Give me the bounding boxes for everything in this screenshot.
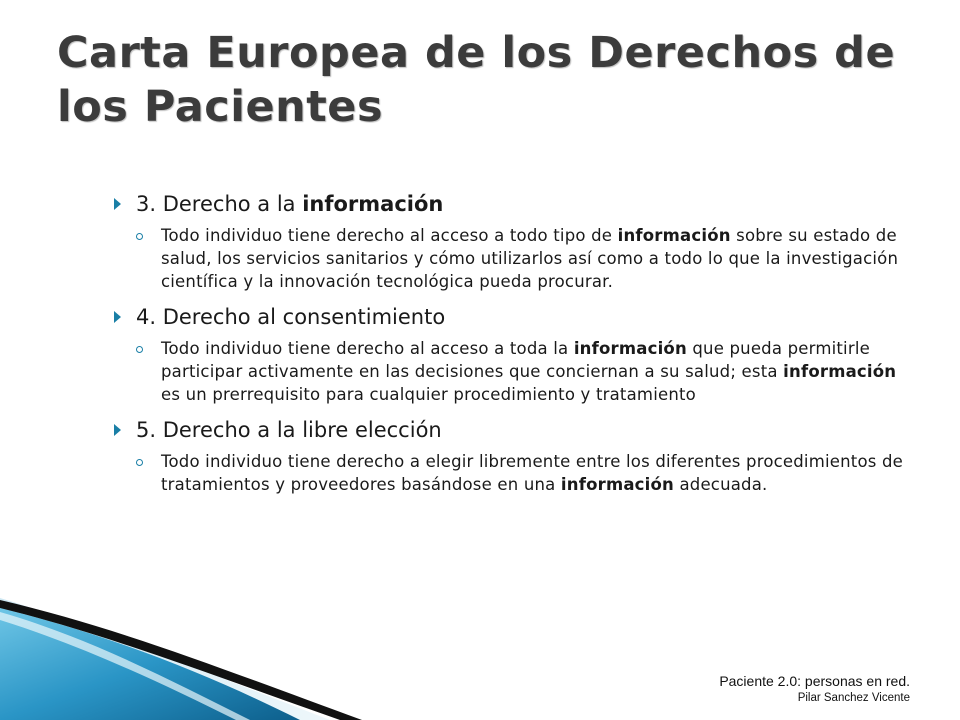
sub-bullet-5 [136, 450, 912, 496]
slide-title: Carta Europea de los Derechos de los Pacientes [57, 28, 896, 132]
heading-bold-text: información [302, 192, 444, 216]
text-part: es un prerrequisito para cualquier procedimiento y tratamiento [161, 385, 696, 404]
ring-bullet-icon [136, 459, 143, 466]
text-part: sobre su estado de salud, los servicios sanitarios y cómo utilizarlos así como a todo lo que la investigación científica y la innovación tecnológica pueda procurar. [161, 226, 899, 291]
sub-bullet-4 [136, 337, 912, 406]
bullet-list [112, 190, 912, 506]
arrow-bullet-icon [114, 198, 121, 210]
bullet-heading-5 [112, 416, 912, 444]
sub-bullet-3 [136, 224, 912, 293]
arrow-bullet-icon [114, 424, 121, 436]
bold-text-part: información [617, 226, 731, 245]
swoosh-blue [0, 608, 300, 720]
footer-author: Pilar Sanchez Vicente [797, 692, 910, 704]
bullet-heading-3 [112, 190, 912, 218]
text-part: adecuada. [674, 475, 768, 494]
bold-text-part: información [573, 339, 687, 358]
text-part: que pueda permitirle participar activamente en las decisiones que conciernan a su salud; esta [161, 339, 870, 381]
text-part: Todo individuo tiene derecho al acceso a toda la [161, 339, 574, 358]
footer-title: Paciente 2.0: personas en red. [719, 673, 910, 689]
text-part: Todo individuo tiene derecho al acceso a todo tipo de [161, 226, 618, 245]
ring-bullet-icon [136, 346, 143, 353]
bold-text-part: información [783, 362, 897, 381]
ring-bullet-icon [136, 233, 143, 240]
bold-text-part: información [560, 475, 675, 494]
heading-text: 5. Derecho a la libre elección [136, 418, 442, 442]
heading-text: 4. Derecho al consentimiento [136, 305, 446, 329]
heading-text: 3. Derecho a la [136, 192, 303, 216]
bullet-heading-4 [112, 303, 912, 331]
text-part: Todo individuo tiene derecho a elegir libremente entre los diferentes procedimientos de tratamientos y proveedores basándose en una [161, 452, 904, 494]
arrow-bullet-icon [114, 311, 121, 323]
